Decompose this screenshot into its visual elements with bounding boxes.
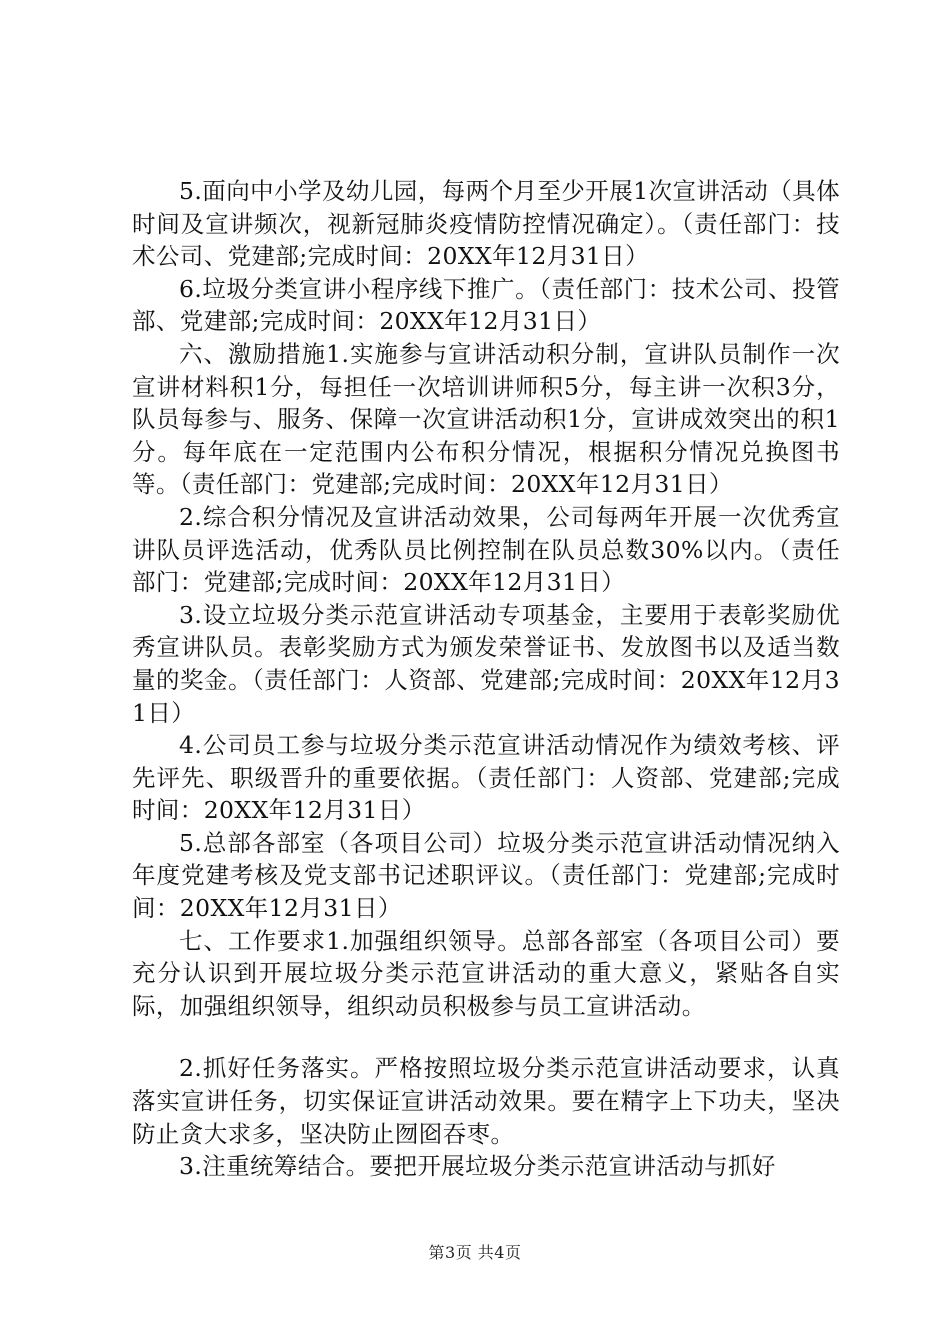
paragraph-incentive-2-evaluation: 2.综合积分情况及宣讲活动效果，公司每两年开展一次优秀宣讲队员评选活动，优秀队员比例控制在队员总数30%以内。（责任部门：党建部;完成时间：20XX年12月31日） (132, 502, 840, 597)
paragraph-section-6-incentives: 六、激励措施1.实施参与宣讲活动积分制，宣讲队员制作一次宣讲材料积1分，每担任一次培训讲师积5分，每主讲一次积3分，队员每参与、服务、保障一次宣讲活动积1分，宣讲成效突出的积1分。每年底在一定范围内公布积分情况，根据积分情况兑换图书等。（责任部门：党建部;完成时间：20XX年12月31日） (132, 339, 840, 499)
paragraph-requirement-2-implementation: 2.抓好任务落实。严格按照垃圾分类示范宣讲活动要求，认真落实宣讲任务，切实保证宣讲活动效果。要在精字上下功夫，坚决防止贪大求多，坚决防止囫囵吞枣。 (132, 1054, 840, 1148)
paragraph-requirement-3-coordination: 3.注重统筹结合。要把开展垃圾分类示范宣讲活动与抓好 (179, 1152, 776, 1181)
paragraph-incentive-3-fund: 3.设立垃圾分类示范宣讲活动专项基金，主要用于表彰奖励优秀宣讲队员。表彰奖励方式为颁发荣誉证书、发放图书以及适当数量的奖金。（责任部门：人资部、党建部;完成时间：20XX年12月31日） (132, 600, 840, 727)
document-body (132, 175, 840, 1183)
paragraph-incentive-5-party-review: 5.总部各部室（各项目公司）垃圾分类示范宣讲活动情况纳入年度党建考核及党支部书记述职评议。（责任部门：党建部;完成时间：20XX年12月31日） (132, 828, 840, 923)
page-footer: 第3页 共4页 (428, 1243, 522, 1262)
paragraph-item-6-mini-program: 6.垃圾分类宣讲小程序线下推广。（责任部门：技术公司、投管部、党建部;完成时间：20XX年12月31日） (132, 274, 840, 336)
paragraph-section-7-requirements: 七、工作要求1.加强组织领导。总部各部室（各项目公司）要充分认识到开展垃圾分类示范宣讲活动的重大意义，紧贴各自实际，加强组织领导，组织动员积极参与员工宣讲活动。 (132, 926, 840, 1020)
paragraph-item-5-primary-schools: 5.面向中小学及幼儿园，每两个月至少开展1次宣讲活动（具体时间及宣讲频次，视新冠肺炎疫情防控情况确定）。（责任部门：技术公司、党建部;完成时间：20XX年12月31日） (132, 177, 840, 271)
paragraph-incentive-4-assessment: 4.公司员工参与垃圾分类示范宣讲活动情况作为绩效考核、评先评先、职级晋升的重要依据。（责任部门：人资部、党建部;完成时间：20XX年12月31日） (132, 731, 840, 825)
